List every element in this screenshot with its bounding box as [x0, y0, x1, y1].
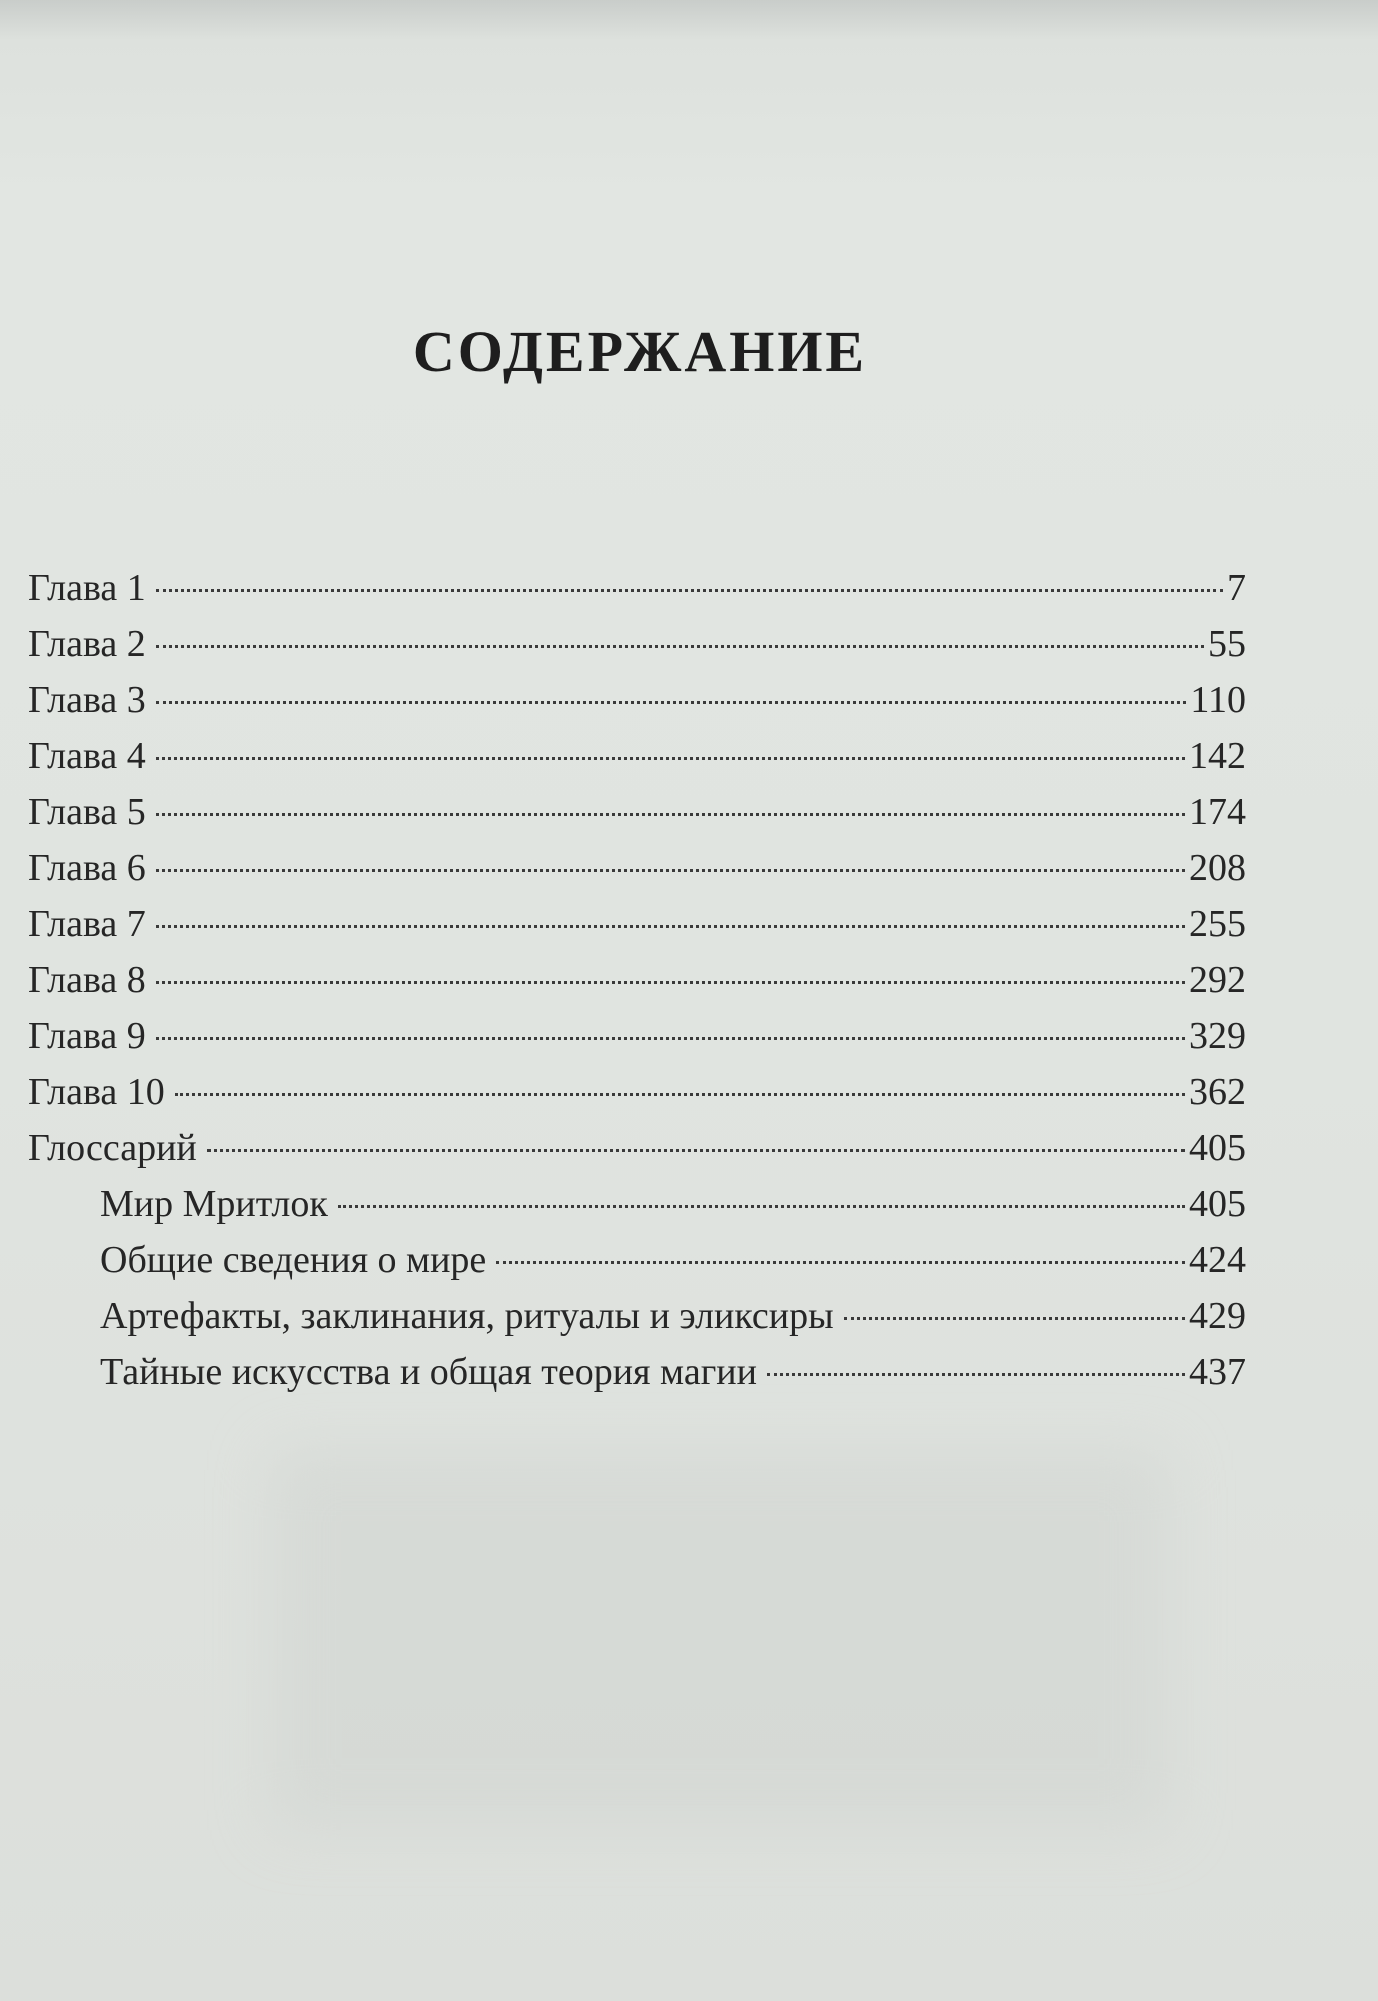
- toc-entry-label: Глава 7: [28, 903, 146, 945]
- toc-entry: [28, 560, 1246, 616]
- toc-entry: [28, 896, 1246, 952]
- toc-entry-label: Глава 9: [28, 1015, 146, 1057]
- toc-subentry: [28, 1288, 1246, 1344]
- dot-leader: [207, 1149, 1185, 1152]
- toc-entry-label: Общие сведения о мире: [100, 1239, 487, 1281]
- toc-entry-label: Мир Мритлок: [100, 1183, 328, 1225]
- dot-leader: [156, 813, 1185, 816]
- toc-entry: [28, 952, 1246, 1008]
- toc-entry-label: Глава 10: [28, 1071, 165, 1113]
- toc-entry-page: 437: [1189, 1351, 1246, 1393]
- toc-subentry: [28, 1176, 1246, 1232]
- toc-entry-page: 208: [1189, 847, 1246, 889]
- toc-entry-label: Глава 4: [28, 735, 146, 777]
- toc-entry-page: 110: [1190, 679, 1246, 721]
- dot-leader: [156, 645, 1204, 648]
- toc-entry: [28, 728, 1246, 784]
- toc-entry-label: Глава 8: [28, 959, 146, 1001]
- toc-entry: [28, 840, 1246, 896]
- dot-leader: [156, 701, 1187, 704]
- toc-entry: [28, 616, 1246, 672]
- toc-entry-label: Глава 2: [28, 623, 146, 665]
- toc-entry-label: Глава 3: [28, 679, 146, 721]
- toc-entry-page: 362: [1189, 1071, 1246, 1113]
- dot-leader: [156, 1037, 1185, 1040]
- toc-entry-page: 405: [1189, 1127, 1246, 1169]
- dot-leader: [156, 925, 1185, 928]
- toc-entry-page: 329: [1189, 1015, 1246, 1057]
- dot-leader: [156, 981, 1185, 984]
- toc-entry-page: 7: [1227, 567, 1246, 609]
- toc-entry-label: Глоссарий: [28, 1127, 197, 1169]
- show-through-shadow: [270, 1450, 1170, 1830]
- toc-entry-page: 142: [1189, 735, 1246, 777]
- toc-entry: [28, 1120, 1246, 1176]
- toc-entry-page: 424: [1189, 1239, 1246, 1281]
- toc-entry-label: Тайные искусства и общая теория магии: [100, 1351, 757, 1393]
- toc-entry: [28, 784, 1246, 840]
- toc-entry-page: 255: [1189, 903, 1246, 945]
- toc-entry: [28, 1064, 1246, 1120]
- dot-leader: [156, 869, 1185, 872]
- toc-entry-page: 429: [1189, 1295, 1246, 1337]
- toc-entry-label: Глава 6: [28, 847, 146, 889]
- toc-entry-page: 174: [1189, 791, 1246, 833]
- table-of-contents: [28, 560, 1246, 1400]
- dot-leader: [844, 1317, 1185, 1320]
- dot-leader: [767, 1373, 1185, 1376]
- toc-entry-page: 405: [1189, 1183, 1246, 1225]
- toc-entry: [28, 1008, 1246, 1064]
- toc-entry: [28, 672, 1246, 728]
- toc-entry-page: 55: [1208, 623, 1246, 665]
- page-title: СОДЕРЖАНИЕ: [412, 319, 868, 384]
- toc-subentry: [28, 1344, 1246, 1400]
- toc-entry-label: Глава 1: [28, 567, 146, 609]
- dot-leader: [338, 1205, 1185, 1208]
- toc-entry-label: Глава 5: [28, 791, 146, 833]
- dot-leader: [156, 589, 1223, 592]
- toc-entry-label: Артефакты, заклинания, ритуалы и эликсиры: [100, 1295, 834, 1337]
- dot-leader: [496, 1261, 1185, 1264]
- toc-entry-page: 292: [1189, 959, 1246, 1001]
- dot-leader: [156, 757, 1185, 760]
- dot-leader: [175, 1093, 1185, 1096]
- toc-subentry: [28, 1232, 1246, 1288]
